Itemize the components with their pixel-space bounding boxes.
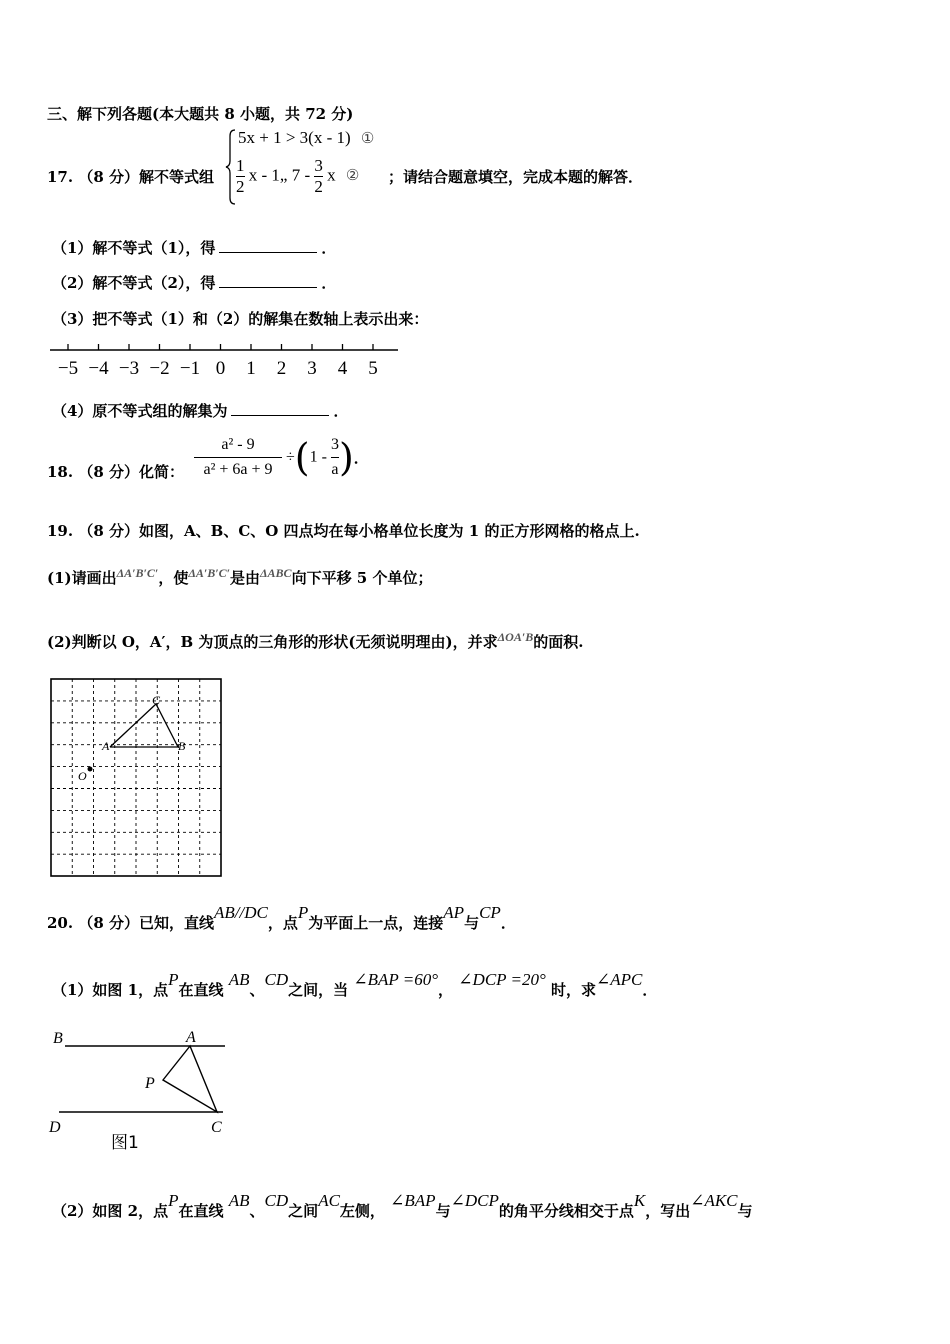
label-b: B [178, 739, 186, 753]
q18-expression: $\frac{\text{a² - 9}}{\text{a² + 6a + 9}}$ ÷(1 - $\frac{3}{a}$ )． [194, 433, 369, 482]
q17-part1: （1）解不等式（1），得 ． [52, 239, 337, 257]
q20-number: 20. [47, 914, 74, 932]
label-o: O [78, 769, 87, 783]
q18-intro: 化简： [139, 463, 185, 481]
label-c: C [152, 693, 161, 707]
point-o [88, 767, 93, 772]
q18-number: 18. [47, 463, 74, 481]
triangle-prime-2: ΔA′B′C′ [188, 566, 230, 580]
angle-apc: ∠APC [596, 970, 643, 989]
tick-label: 0 [215, 358, 226, 379]
answer-blank-2[interactable] [219, 273, 317, 288]
tick-label: 5 [368, 358, 378, 379]
tick-label: −2 [149, 358, 170, 379]
tick-label: −3 [118, 358, 140, 379]
q17-part4: （4）原不等式组的解集为 ． [52, 402, 349, 420]
fig1-label-a: A [186, 1029, 196, 1046]
fraction-one-half: $\frac{1}{2}$ [236, 156, 245, 196]
triangle-oab: ΔOA′B [497, 630, 534, 644]
q19-score: （8 分） [78, 522, 140, 540]
q18-line [47, 461, 184, 482]
circle-two-mark: ② [345, 168, 360, 185]
q19-part2: (2)判断以 O，A′，B 为顶点的三角形的形状(无须说明理由)，并求$^{\Delta OA'B}$的面积. [47, 630, 584, 651]
tick-label: −5 [57, 358, 79, 379]
q18-inner-fraction: $\frac{3}{a}$ [330, 436, 339, 478]
number-line [48, 340, 398, 380]
q19-intro: 如图，A、B、C、O 四点均在每小格单位长度为 1 的正方形网格的格点上. [139, 522, 640, 540]
fig1-label-c: C [211, 1119, 222, 1136]
fig1-label-p: P [145, 1075, 155, 1092]
q20-figure-1 [45, 1022, 235, 1156]
angle-bap: ∠BAP [390, 1191, 436, 1210]
q20-score: （8 分） [78, 914, 140, 932]
q17-inequality-1: 5x + 1 > 3(x - 1) ① [238, 128, 375, 147]
q17-number: 17. [47, 168, 74, 186]
circle-one-mark: ① [360, 131, 375, 147]
section-heading: 三、解下列各题(本大题共 8 小题，共 72 分) [47, 105, 354, 123]
tick-label: 1 [246, 358, 256, 379]
answer-blank-4[interactable] [231, 401, 329, 416]
triangle-apc [163, 1046, 217, 1112]
tick-label: −1 [179, 358, 201, 379]
fig1-caption: 图1 [111, 1133, 139, 1153]
q18-score: （8 分） [78, 463, 140, 481]
tick-label: 4 [337, 358, 348, 379]
q17-part2: （2）解不等式（2），得 ． [52, 274, 337, 292]
tick-label: 3 [307, 358, 317, 379]
tick-label: −4 [88, 358, 109, 379]
triangle-sides [110, 704, 178, 747]
q20-line: 20. （8 分）已知，直线AB//DC，点P为平面上一点，连接AP与CP． [47, 903, 516, 932]
tick-label: 2 [276, 358, 287, 379]
q17-score: （8 分） [78, 168, 140, 186]
angle-dcp: ∠DCP [450, 1191, 499, 1210]
angle-akc: ∠AKC [690, 1191, 738, 1210]
q19-line [47, 520, 640, 541]
fig1-label-d: D [49, 1119, 61, 1136]
q20-ab-dc: AB//DC [214, 903, 268, 922]
angle-dcp-20: ∠DCP =20° [458, 970, 546, 989]
q20-part2: （2）如图 2，点P在直线 AB、CD之间AC左侧， ∠BAP与∠DCP的角平分线相交于点K，写出∠AKC与 [52, 1191, 753, 1220]
q19-grid-figure [48, 676, 224, 880]
q17-inequality-2: $\frac{1}{2}$ x - 1„ 7 - $\frac{3}{2}$ x ② [236, 156, 360, 196]
q19-part1: (1)请画出$^{\Delta A'B'C'}$，使$^{\Delta A'B'C'}$是由$^{\Delta ABC}$向下平移 5 个单位； [47, 566, 433, 587]
fraction-three-halves: $\frac{3}{2}$ [314, 156, 323, 196]
label-a: A [102, 739, 110, 753]
q19-number: 19. [47, 522, 74, 540]
answer-blank-1[interactable] [219, 238, 317, 253]
triangle-prime-1: ΔA′B′C′ [116, 566, 159, 580]
q17-part3: （3）把不等式（1）和（2）的解集在数轴上表示出来： [52, 310, 429, 328]
q18-main-fraction: $\frac{\text{a² - 9}}{\text{a² + 6a + 9}}$ [194, 433, 282, 482]
q17-line [47, 166, 214, 187]
q17-intro: 解不等式组 [139, 168, 215, 186]
angle-bap-60: ∠BAP =60° [353, 970, 439, 989]
q20-part1: （1）如图 1，点P在直线 AB、CD之间，当 ∠BAP =60°， ∠DCP =20° 时，求∠APC． [52, 970, 658, 999]
fig1-label-b: B [53, 1030, 63, 1047]
q17-tail: ；请结合题意填空，完成本题的解答． [388, 168, 644, 186]
triangle-abc: ΔABC [260, 566, 292, 580]
